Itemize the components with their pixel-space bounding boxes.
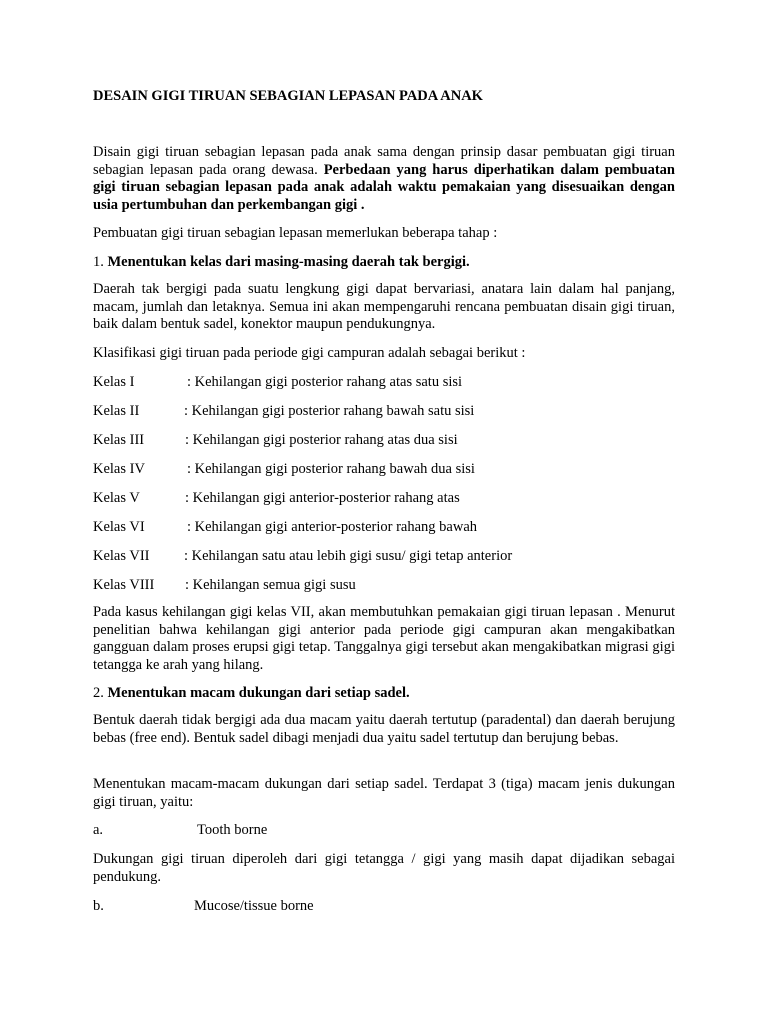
support-item-a-letter: a. [93,822,104,838]
class-description: : Kehilangan gigi posterior rahang atas satu sisi [187,374,463,390]
support-item-b-letter: b. [93,898,104,914]
class-description: : Kehilangan satu atau lebih gigi susu/ gigi tetap anterior [184,548,513,564]
support-item-a [93,822,268,840]
intro-bold-text: Perbedaan yang harus diperhatikan dalam pembuatan gigi tiruan sebagian lepasan pada anak adalah waktu pemakaian yang disesuaikan dengan usia pertumbuhan dan perkembangan gigi . [93,161,675,213]
support-types-paragraph: Menentukan macam-macam dukungan dari setiap sadel. Terdapat 3 (tiga) macam jenis dukungan gigi tiruan, yaitu: [93,776,675,810]
class-row-7 [93,548,675,566]
step-2-paragraph: Bentuk daerah tidak bergigi ada dua macam yaitu daerah tertutup (paradental) dan daerah berujung bebas (free end). Bentuk sadel dibagi menjadi dua yaitu sadel tertutup dan berujung bebas. [93,712,675,746]
class-row-8 [93,577,675,595]
step-1-number: 1. [93,254,108,270]
support-item-b-text: Mucose/tissue borne [194,898,314,914]
intro-plain-text: Disain gigi tiruan sebagian lepasan pada anak sama dengan prinsip dasar pembuatan gigi tiruan sebagian lepasan pada orang dewasa. [93,144,675,178]
class-description: : Kehilangan gigi anterior-posterior rahang atas [185,490,460,506]
class-row-2 [93,403,675,421]
class-row-1 [93,374,675,392]
support-item-b [93,898,314,916]
class-name: Kelas VIII [93,577,155,593]
class-description: : Kehilangan gigi anterior-posterior rahang bawah [187,519,478,535]
class-row-4 [93,461,675,479]
step-1-label: Menentukan kelas dari masing-masing daerah tak bergigi. [107,254,470,270]
document-title: DESAIN GIGI TIRUAN SEBAGIAN LEPASAN PADA ANAK [93,88,483,104]
class-description: : Kehilangan gigi posterior rahang bawah dua sisi [187,461,475,477]
class-name: Kelas IV [93,461,145,477]
step-1-paragraph: Daerah tak bergigi pada suatu lengkung gigi dapat bervariasi, anatara lain dalam hal panjang, macam, jumlah dan letaknya. Semua ini akan mempengaruhi rencana pembuatan disain gigi tiruan, baik dalam bentuk sadel, konektor maupun pendukungnya. [93,281,675,332]
class-row-3 [93,432,675,450]
step-2-label: Menentukan macam dukungan dari setiap sadel. [107,685,410,701]
class-name: Kelas I [93,374,135,390]
stages-intro: Pembuatan gigi tiruan sebagian lepasan memerlukan beberapa tahap : [93,225,498,241]
intro-paragraph [93,144,675,214]
class-row-6 [93,519,675,537]
classification-intro: Klasifikasi gigi tiruan pada periode gigi campuran adalah sebagai berikut : [93,345,526,361]
class-name: Kelas VII [93,548,150,564]
step-2-heading [93,685,675,703]
class-name: Kelas VI [93,519,145,535]
tooth-borne-paragraph: Dukungan gigi tiruan diperoleh dari gigi tetangga / gigi yang masih dapat dijadikan sebagai pendukung. [93,851,675,885]
step-2-number: 2. [93,685,108,701]
class-description: : Kehilangan gigi posterior rahang atas dua sisi [185,432,458,448]
class-name: Kelas V [93,490,140,506]
support-item-a-text: Tooth borne [197,822,268,838]
class-description: : Kehilangan semua gigi susu [185,577,356,593]
class-name: Kelas III [93,432,145,448]
step-1-heading [93,254,675,272]
class-name: Kelas II [93,403,140,419]
class-7-paragraph: Pada kasus kehilangan gigi kelas VII, akan membutuhkan pemakaian gigi tiruan lepasan . Menurut penelitian bahwa kehilangan gigi anterior pada periode gigi campuran akan mengakibatkan gangguan dalam proses erupsi gigi tetap. Tanggalnya gigi tersebut akan mengakibatkan migrasi gigi tetangga ke arah yang hilang. [93,604,675,673]
class-row-5 [93,490,675,508]
class-description: : Kehilangan gigi posterior rahang bawah satu sisi [184,403,475,419]
